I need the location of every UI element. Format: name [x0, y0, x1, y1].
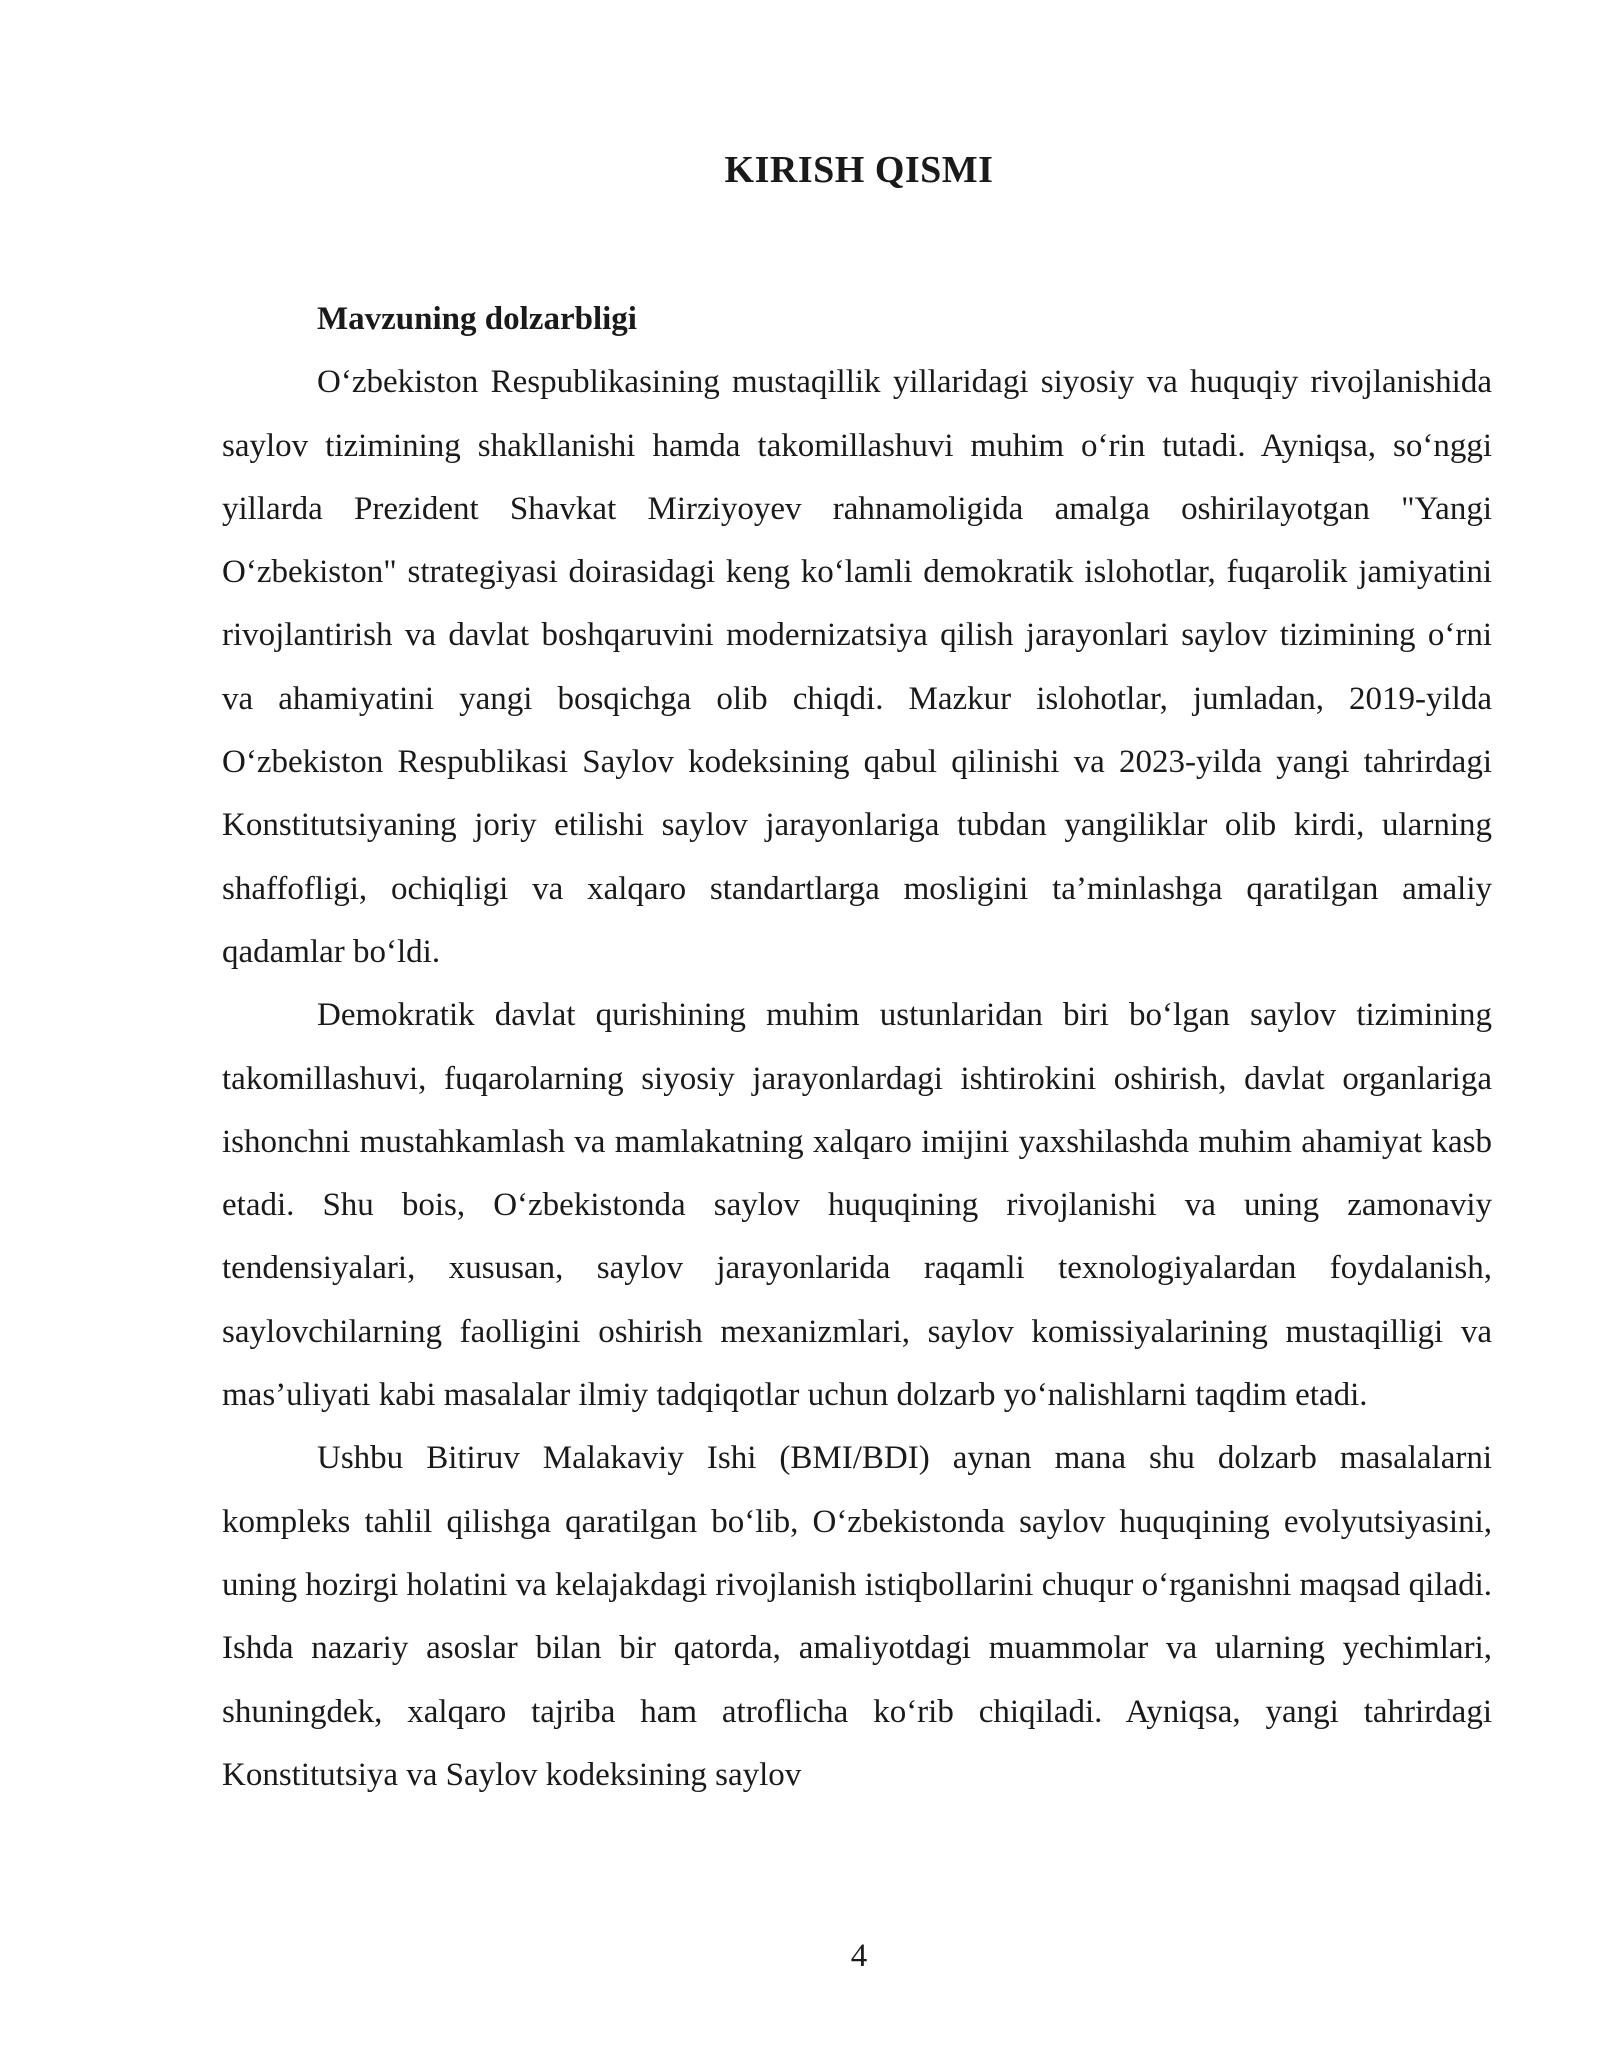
document-body: [222, 288, 1492, 1807]
paragraph-2: Demokratik davlat qurishining muhim ustunlaridan biri bo‘lgan saylov tizimining takomillashuvi, fuqarolarning siyosiy jarayonlardagi ishtirokini oshirish, davlat organlariga ishonchni mustahkamlash va mamlakatning xalqaro imijini yaxshilashda muhim ahamiyat kasb etadi. Shu bois, O‘zbekistonda saylov huquqining rivojlanishi va uning zamonaviy tendensiyalari, xususan, saylov jarayonlarida raqamli texnologiyalardan foydalanish, saylovchilarning faolligini oshirish mexanizmlari, saylov komissiyalarining mustaqilligi va mas’uliyati kabi masalalar ilmiy tadqiqotlar uchun dolzarb yo‘nalishlarni taqdim etadi.: [222, 997, 1492, 1414]
page-number: 4: [850, 1938, 868, 1974]
paragraph-1: O‘zbekiston Respublikasining mustaqillik yillaridagi siyosiy va huquqiy rivojlanishida saylov tizimining shakllanishi hamda takomillashuvi muhim o‘rin tutadi. Ayniqsa, so‘nggi yillarda Prezident Shavkat Mirziyoyev rahnamoligida amalga oshirilayotgan "Yangi O‘zbekiston" strategiyasi doirasidagi keng ko‘lamli demokratik islohotlar, fuqarolik jamiyatini rivojlantirish va davlat boshqaruvini modernizatsiya qilish jarayonlari saylov tizimining o‘rni va ahamiyatini yangi bosqichga olib chiqdi. Mazkur islohotlar, jumladan, 2019-yilda O‘zbekiston Respublikasi Saylov kodeksining qabul qilinishi va 2023-yilda yangi tahrirdagi Konstitutsiyaning joriy etilishi saylov jarayonlariga tubdan yangiliklar olib kirdi, ularning shaffofligi, ochiqligi va xalqaro standartlarga mosligini ta’minlashga qaratilgan amaliy qadamlar bo‘ldi.: [222, 364, 1492, 970]
paragraph-3: Ushbu Bitiruv Malakaviy Ishi (BMI/BDI) aynan mana shu dolzarb masalalarni kompleks tahlil qilishga qaratilgan bo‘lib, O‘zbekistonda saylov huquqining evolyutsiyasini, uning hozirgi holatini va kelajakdagi rivojlanish istiqbollarini chuqur o‘rganishni maqsad qiladi. Ishda nazariy asoslar bilan bir qatorda, amaliyotdagi muammolar va ularning yechimlari, shuningdek, xalqaro tajriba ham atroflicha ko‘rib chiqiladi. Ayniqsa, yangi tahrirdagi Konstitutsiya va Saylov kodeksining saylov: [222, 1440, 1492, 1793]
page-title: KIRISH QISMI: [724, 149, 994, 191]
section-heading: Mavzuning dolzarbligi: [317, 301, 637, 337]
